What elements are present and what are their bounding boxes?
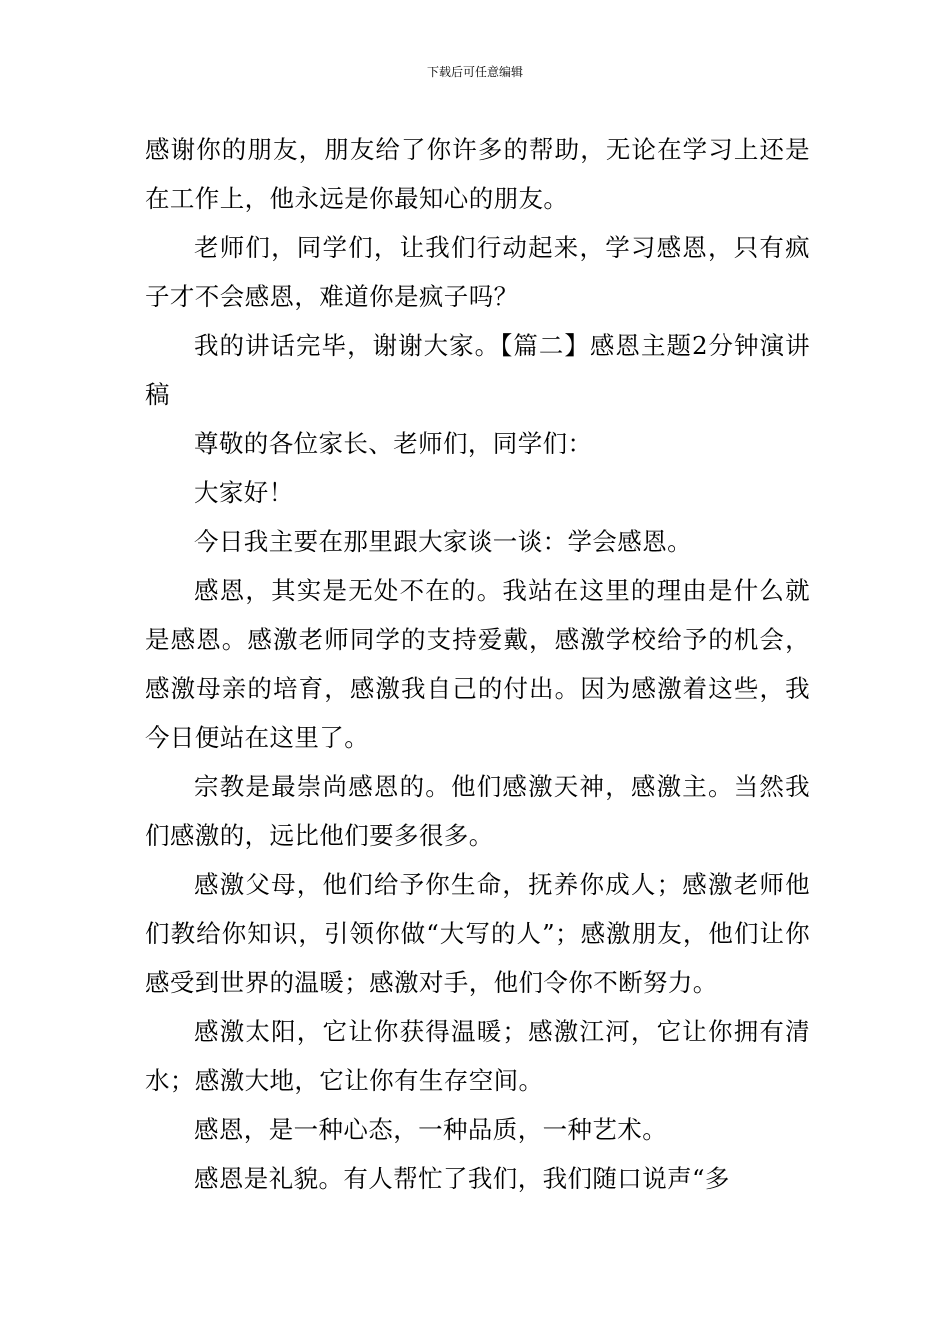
paragraph-11: 感恩，是一种心态，一种品质，一种艺术。: [194, 1115, 668, 1144]
paragraph-12: 感恩是礼貌。有人帮忙了我们，我们随口说声“多: [194, 1164, 730, 1193]
paragraph-9: 感激父母，他们给予你生命，抚养你成人；感激老师他们教给你知识，引领你做“大写的人”；感激朋友，他们让你感受到世界的温暖；感激对手，他们令你不断努力。: [145, 870, 810, 997]
paragraph-2: 老师们，同学们，让我们行动起来，学习感恩，只有疯子才不会感恩，难道你是疯子吗？: [145, 233, 810, 311]
paragraph-4: 尊敬的各位家长、老师们，同学们：: [194, 429, 593, 458]
paragraph-3: 我的讲话完毕，谢谢大家。【篇二】感恩主题2分钟演讲稿: [145, 331, 810, 409]
paragraph-6: 今日我主要在那里跟大家谈一谈：学会感恩。: [194, 527, 692, 556]
paragraph-10: 感激太阳，它让你获得温暖；感激江河，它让你拥有清水；感激大地，它让你有生存空间。: [145, 1017, 810, 1095]
document-body: [145, 125, 810, 1203]
paragraph-7: 感恩，其实是无处不在的。我站在这里的理由是什么就是感恩。感激老师同学的支持爱戴，感激学校给予的机会，感激母亲的培育，感激我自己的付出。因为感激着这些，我今日便站在这里了。: [145, 576, 810, 752]
paragraph-8: 宗教是最崇尚感恩的。他们感激天神，感激主。当然我们感激的，远比他们要多很多。: [145, 772, 810, 850]
paragraph-1: 感谢你的朋友，朋友给了你许多的帮助，无论在学习上还是在工作上，他永远是你最知心的朋友。: [145, 135, 810, 213]
page-header: 下载后可任意编辑: [426, 65, 523, 79]
paragraph-5: 大家好！: [194, 478, 294, 507]
